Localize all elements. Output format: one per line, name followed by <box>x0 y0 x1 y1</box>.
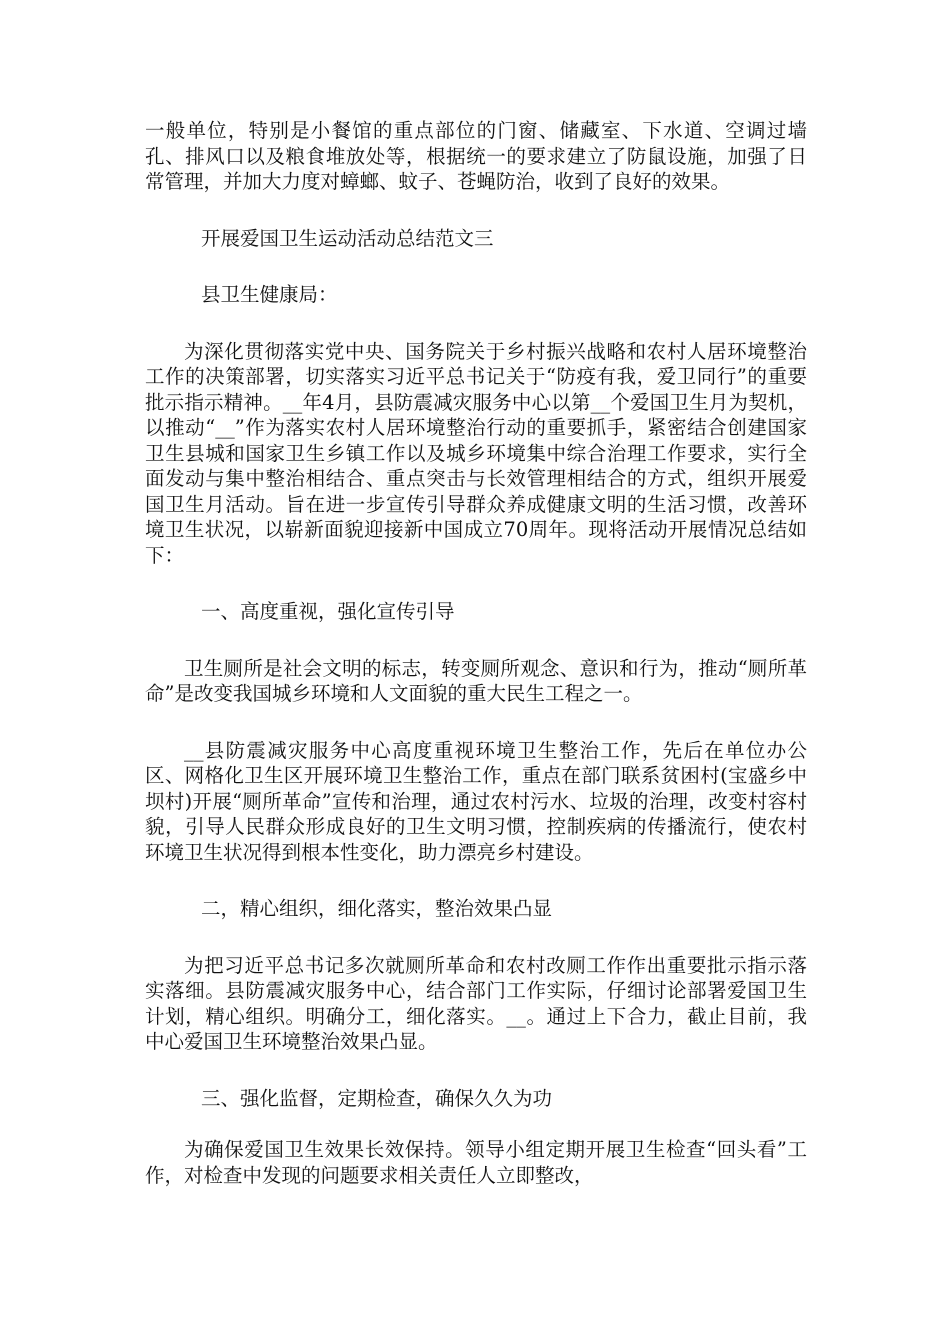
heading-1: 一、高度重视，强化宣传引导 <box>201 600 455 623</box>
heading-2: 二，精心组织，细化落实，整治效果凸显 <box>201 897 553 920</box>
body-paragraph-1: 一般单位，特别是小餐馆的重点部位的门窗、储藏室、下水道、空调过墙孔、排风口以及粮食堆放处等，根据统一的要求建立了防鼠设施，加强了日常管理，并加大力度对蟑螂、蚊子、苍蝇防治，收到了良好的效果。 <box>145 119 807 193</box>
heading-3: 三、强化监督，定期检查，确保久久为功 <box>201 1086 553 1110</box>
document-page <box>145 118 807 1219</box>
body-paragraph-6: 为确保爱国卫生效果长效保持。领导小组定期开展卫生检查“回头看”工作，对检查中发现的问题要求相关责任人立即整改， <box>145 1138 807 1187</box>
body-paragraph-4: __县防震减灾服务中心高度重视环境卫生整治工作，先后在单位办公区、网格化卫生区开展环境卫生整治工作，重点在部门联系贫困村(宝盛乡中坝村)开展“厕所革命”宣传和治理，通过农村污水、垃圾的治理，改变村容村貌，引导人民群众形成良好的卫生文明习惯，控制疾病的传播流行，使农村环境卫生状况得到根本性变化，助力漂亮乡村建设。 <box>145 738 807 864</box>
section-title: 开展爱国卫生运动活动总结范文三 <box>201 226 494 250</box>
body-paragraph-2: 为深化贯彻落实党中央、国务院关于乡村振兴战略和农村人居环境整治工作的决策部署，切实落实习近平总书记关于“防疫有我，爱卫同行”的重要批示指示精神。__年4月，县防震减灾服务中心以第__个爱国卫生月为契机，以推动“__”作为落实农村人居环境整治行动的重要抓手，紧密结合创建国家卫生县城和国家卫生乡镇工作以及城乡环境集中综合治理工作要求，实行全面发动与集中整治相结合、重点突击与长效管理相结合的方式，组织开展爱国卫生月活动。旨在进一步宣传引导群众养成健康文明的生活习惯，改善环境卫生状况，以崭新面貌迎接新中国成立70周年。现将活动开展情况总结如下： <box>145 339 807 567</box>
salutation: 县卫生健康局： <box>201 283 338 306</box>
body-paragraph-5: 为把习近平总书记多次就厕所革命和农村改厕工作作出重要批示指示落实落细。县防震减灾服务中心，结合部门工作实际，仔细讨论部署爱国卫生计划，精心组织。明确分工，细化落实。__。通过上下合力，截止目前，我中心爱国卫生环境整治效果凸显。 <box>145 953 807 1053</box>
body-paragraph-3: 卫生厕所是社会文明的标志，转变厕所观念、意识和行为，推动“厕所革命”是改变我国城乡环境和人文面貌的重大民生工程之一。 <box>145 656 807 705</box>
